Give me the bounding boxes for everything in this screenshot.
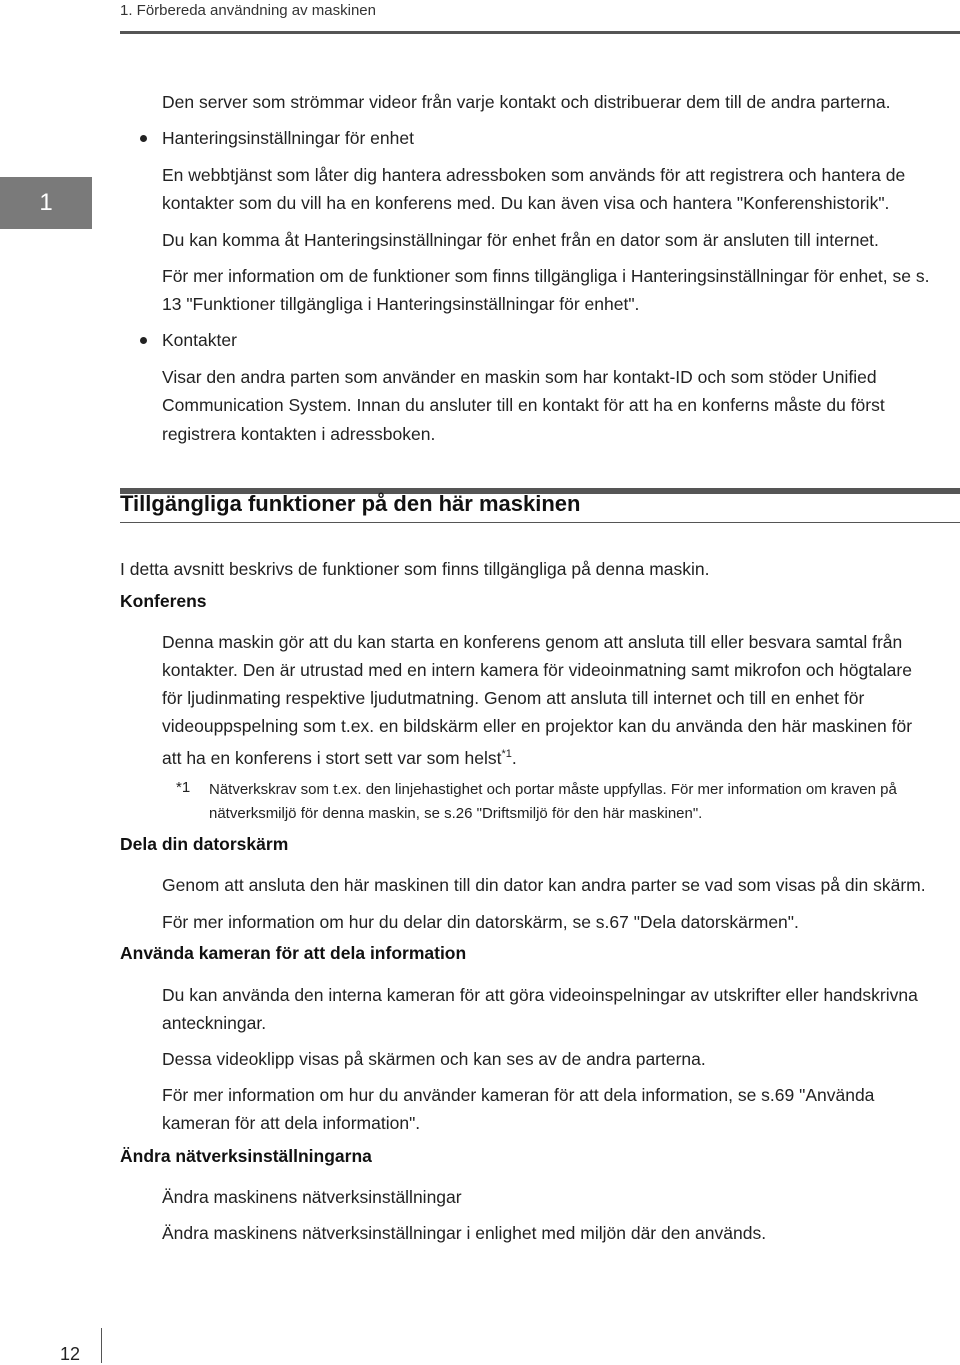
footnote-line2: nätverksmiljö för denna maskin, se s.26 "Driftsmiljö för den här maskinen". xyxy=(209,805,703,822)
conference-line2: kontakter. Den är utrustad med en intern kamera för videoinmatning samt mikrofon och högtalare xyxy=(162,660,912,680)
conference-line5 xyxy=(162,740,517,772)
contacts-title: Kontakter xyxy=(162,330,237,350)
page-number-rule xyxy=(101,1328,102,1363)
camera-heading: Använda kameran för att dela information xyxy=(120,943,467,963)
bullet-icon xyxy=(140,135,147,142)
section-title: Tillgängliga funktioner på den här maskinen xyxy=(120,491,581,516)
network-p1: Ändra maskinens nätverksinställningar xyxy=(162,1187,462,1207)
section-title-underline xyxy=(120,522,960,523)
conference-line1: Denna maskin gör att du kan starta en konferens genom att ansluta till eller besvara samtal från xyxy=(162,632,903,652)
conference-last-line-end: . xyxy=(511,747,517,768)
network-heading: Ändra nätverksinställningarna xyxy=(120,1146,372,1166)
page-number: 12 xyxy=(60,1344,81,1364)
section-intro: I detta avsnitt beskrivs de funktioner som finns tillgängliga på denna maskin. xyxy=(120,559,710,579)
camera-p3-line1: För mer information om hur du använder kameran för att dela information, se s.69 "Använda xyxy=(162,1085,875,1105)
management-p1-line1: En webbtjänst som låter dig hantera adressboken som används för att registrera och hantera de xyxy=(162,165,906,185)
management-title: Hanteringsinställningar för enhet xyxy=(162,128,414,148)
share-screen-p1: Genom att ansluta den här maskinen till din dator kan andra parter se vad som visas på din skärm. xyxy=(162,875,926,895)
footnote-ref: *1 xyxy=(501,748,512,760)
bullet-icon xyxy=(140,337,147,344)
contacts-line1: Visar den andra parten som använder en maskin som har kontakt-ID och som stöder Unified xyxy=(162,367,877,387)
share-screen-p2: För mer information om hur du delar din datorskärm, se s.67 "Dela datorskärmen". xyxy=(162,912,799,932)
camera-p1-line2: anteckningar. xyxy=(162,1013,267,1033)
camera-p2: Dessa videoklipp visas på skärmen och kan ses av de andra parterna. xyxy=(162,1049,706,1069)
management-p1-line2: kontakter som du vill ha en konferens med. Du kan även visa och hantera "Konferenshistorik". xyxy=(162,193,890,213)
contacts-line3: registrera kontakten i adressboken. xyxy=(162,424,436,444)
server-line: Den server som strömmar videor från varje kontakt och distribuerar dem till de andra parterna. xyxy=(162,92,891,112)
network-p2: Ändra maskinens nätverksinställningar i enlighet med miljön där den används. xyxy=(162,1223,767,1243)
contacts-line2: Communication System. Innan du ansluter till en kontakt för att ha en konferns måste du först xyxy=(162,395,885,415)
conference-heading: Konferens xyxy=(120,591,207,611)
header-rule xyxy=(120,31,960,34)
camera-p1-line1: Du kan använda den interna kameran för att göra videoinspelningar av utskrifter eller handskrivna xyxy=(162,985,918,1005)
running-header: 1. Förbereda användning av maskinen xyxy=(120,2,376,19)
conference-line4: videouppspelning som t.ex. en bildskärm eller en projektor kan du använda den här maskinen för xyxy=(162,716,913,736)
footnote-mark: *1 xyxy=(176,779,191,796)
footnote-line1: Nätverkskrav som t.ex. den linjehastighet och portar måste uppfyllas. För mer information om kraven på xyxy=(209,781,897,798)
conference-line3: för ljudinmating respektive ljudutmatning. Genom att ansluta till internet och till en enhet för xyxy=(162,688,865,708)
chapter-tab: 1 xyxy=(0,177,92,229)
camera-p3-line2: kameran för att dela information". xyxy=(162,1113,421,1133)
share-screen-heading: Dela din datorskärm xyxy=(120,834,289,854)
management-p3-line2: 13 "Funktioner tillgängliga i Hanteringsinställningar för enhet". xyxy=(162,294,640,314)
conference-last-line: att ha en konferens i stort sett var som helst xyxy=(162,747,502,768)
management-p2: Du kan komma åt Hanteringsinställningar för enhet från en dator som är ansluten till internet. xyxy=(162,230,879,250)
management-p3-line1: För mer information om de funktioner som finns tillgängliga i Hanteringsinställningar för enhet, se s. xyxy=(162,266,930,286)
